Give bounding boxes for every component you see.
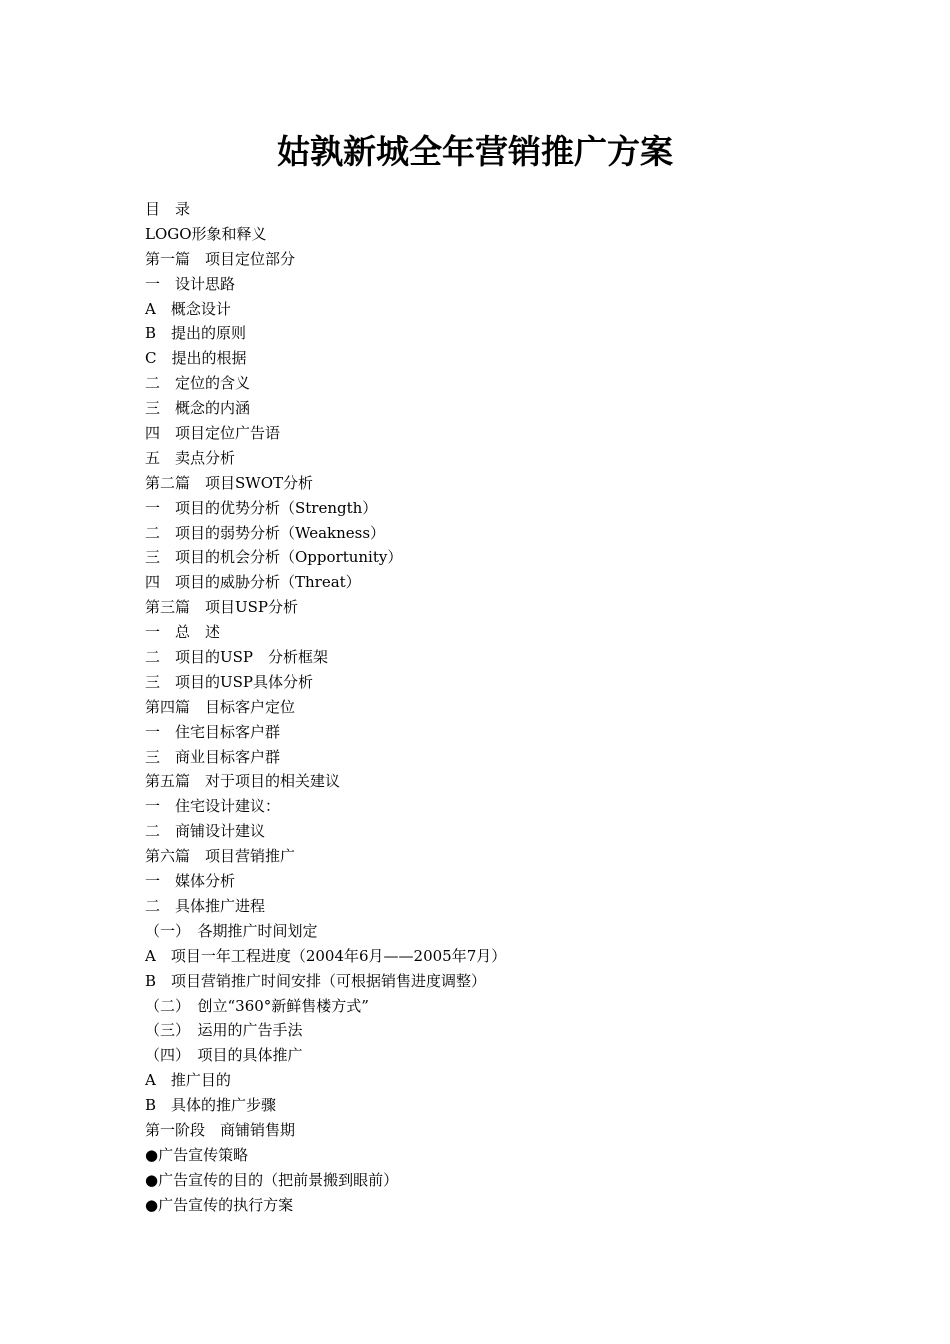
toc-line: 第二篇 项目SWOT分析: [145, 473, 313, 492]
toc-line: B 具体的推广步骤: [145, 1096, 277, 1115]
toc-line: 二 项目的USP 分析框架: [145, 648, 329, 667]
toc-line: 第四篇 目标客户定位: [145, 697, 296, 716]
document-title: 姑孰新城全年营销推广方案: [277, 132, 673, 171]
toc-line: 第一阶段 商铺销售期: [145, 1120, 296, 1139]
toc-line: LOGO形象和释义: [145, 224, 267, 243]
toc-line: ●广告宣传的执行方案: [145, 1195, 294, 1214]
toc-line: C 提出的根据: [145, 349, 247, 368]
toc-line: 二 具体推广进程: [145, 896, 266, 915]
toc-line: 第一篇 项目定位部分: [145, 249, 296, 268]
toc-line: （一） 各期推广时间划定: [145, 921, 318, 940]
toc-line: 一 总 述: [145, 623, 221, 642]
toc-line: B 提出的原则: [145, 324, 247, 343]
toc-line: 目 录: [145, 200, 191, 218]
toc-line: 一 住宅设计建议：: [145, 797, 281, 816]
toc-line: A 概念设计: [145, 299, 231, 318]
toc-line: A 推广目的: [145, 1071, 231, 1090]
toc-line: 一 媒体分析: [145, 872, 236, 891]
toc-line: B 项目营销推广时间安排（可根据销售进度调整）: [145, 971, 487, 990]
toc-line: 第五篇 对于项目的相关建议: [145, 772, 341, 791]
toc-line: 二 商铺设计建议: [145, 822, 266, 841]
table-of-contents: [145, 197, 845, 1218]
toc-line: ●广告宣传策略: [145, 1145, 249, 1164]
toc-line: A 项目一年工程进度（2004年6月——2005年7月）: [145, 946, 507, 965]
toc-line: 一 住宅目标客户群: [145, 722, 281, 741]
toc-line: 一 设计思路: [145, 274, 236, 293]
toc-line: 一 项目的优势分析（Strength）: [145, 498, 378, 517]
toc-line: 四 项目的威胁分析（Threat）: [145, 573, 361, 592]
toc-line: 五 卖点分析: [145, 448, 236, 467]
toc-line: 四 项目定位广告语: [145, 424, 281, 443]
toc-line: 第六篇 项目营销推广: [145, 847, 296, 866]
toc-line: （三） 运用的广告手法: [145, 1021, 303, 1040]
toc-line: 三 商业目标客户群: [145, 747, 281, 766]
toc-line: 二 定位的含义: [145, 374, 251, 393]
toc-line: 三 项目的USP具体分析: [145, 672, 314, 691]
toc-line: 三 项目的机会分析（Opportunity）: [145, 548, 403, 567]
toc-line: ●广告宣传的目的（把前景搬到眼前）: [145, 1170, 399, 1189]
toc-line: 二 项目的弱势分析（Weakness）: [145, 523, 386, 542]
toc-line: （二） 创立“360°新鲜售楼方式”: [145, 996, 369, 1015]
toc-line: 第三篇 项目USP分析: [145, 598, 299, 617]
toc-line: 三 概念的内涵: [145, 399, 251, 418]
toc-line: （四） 项目的具体推广: [145, 1046, 303, 1065]
